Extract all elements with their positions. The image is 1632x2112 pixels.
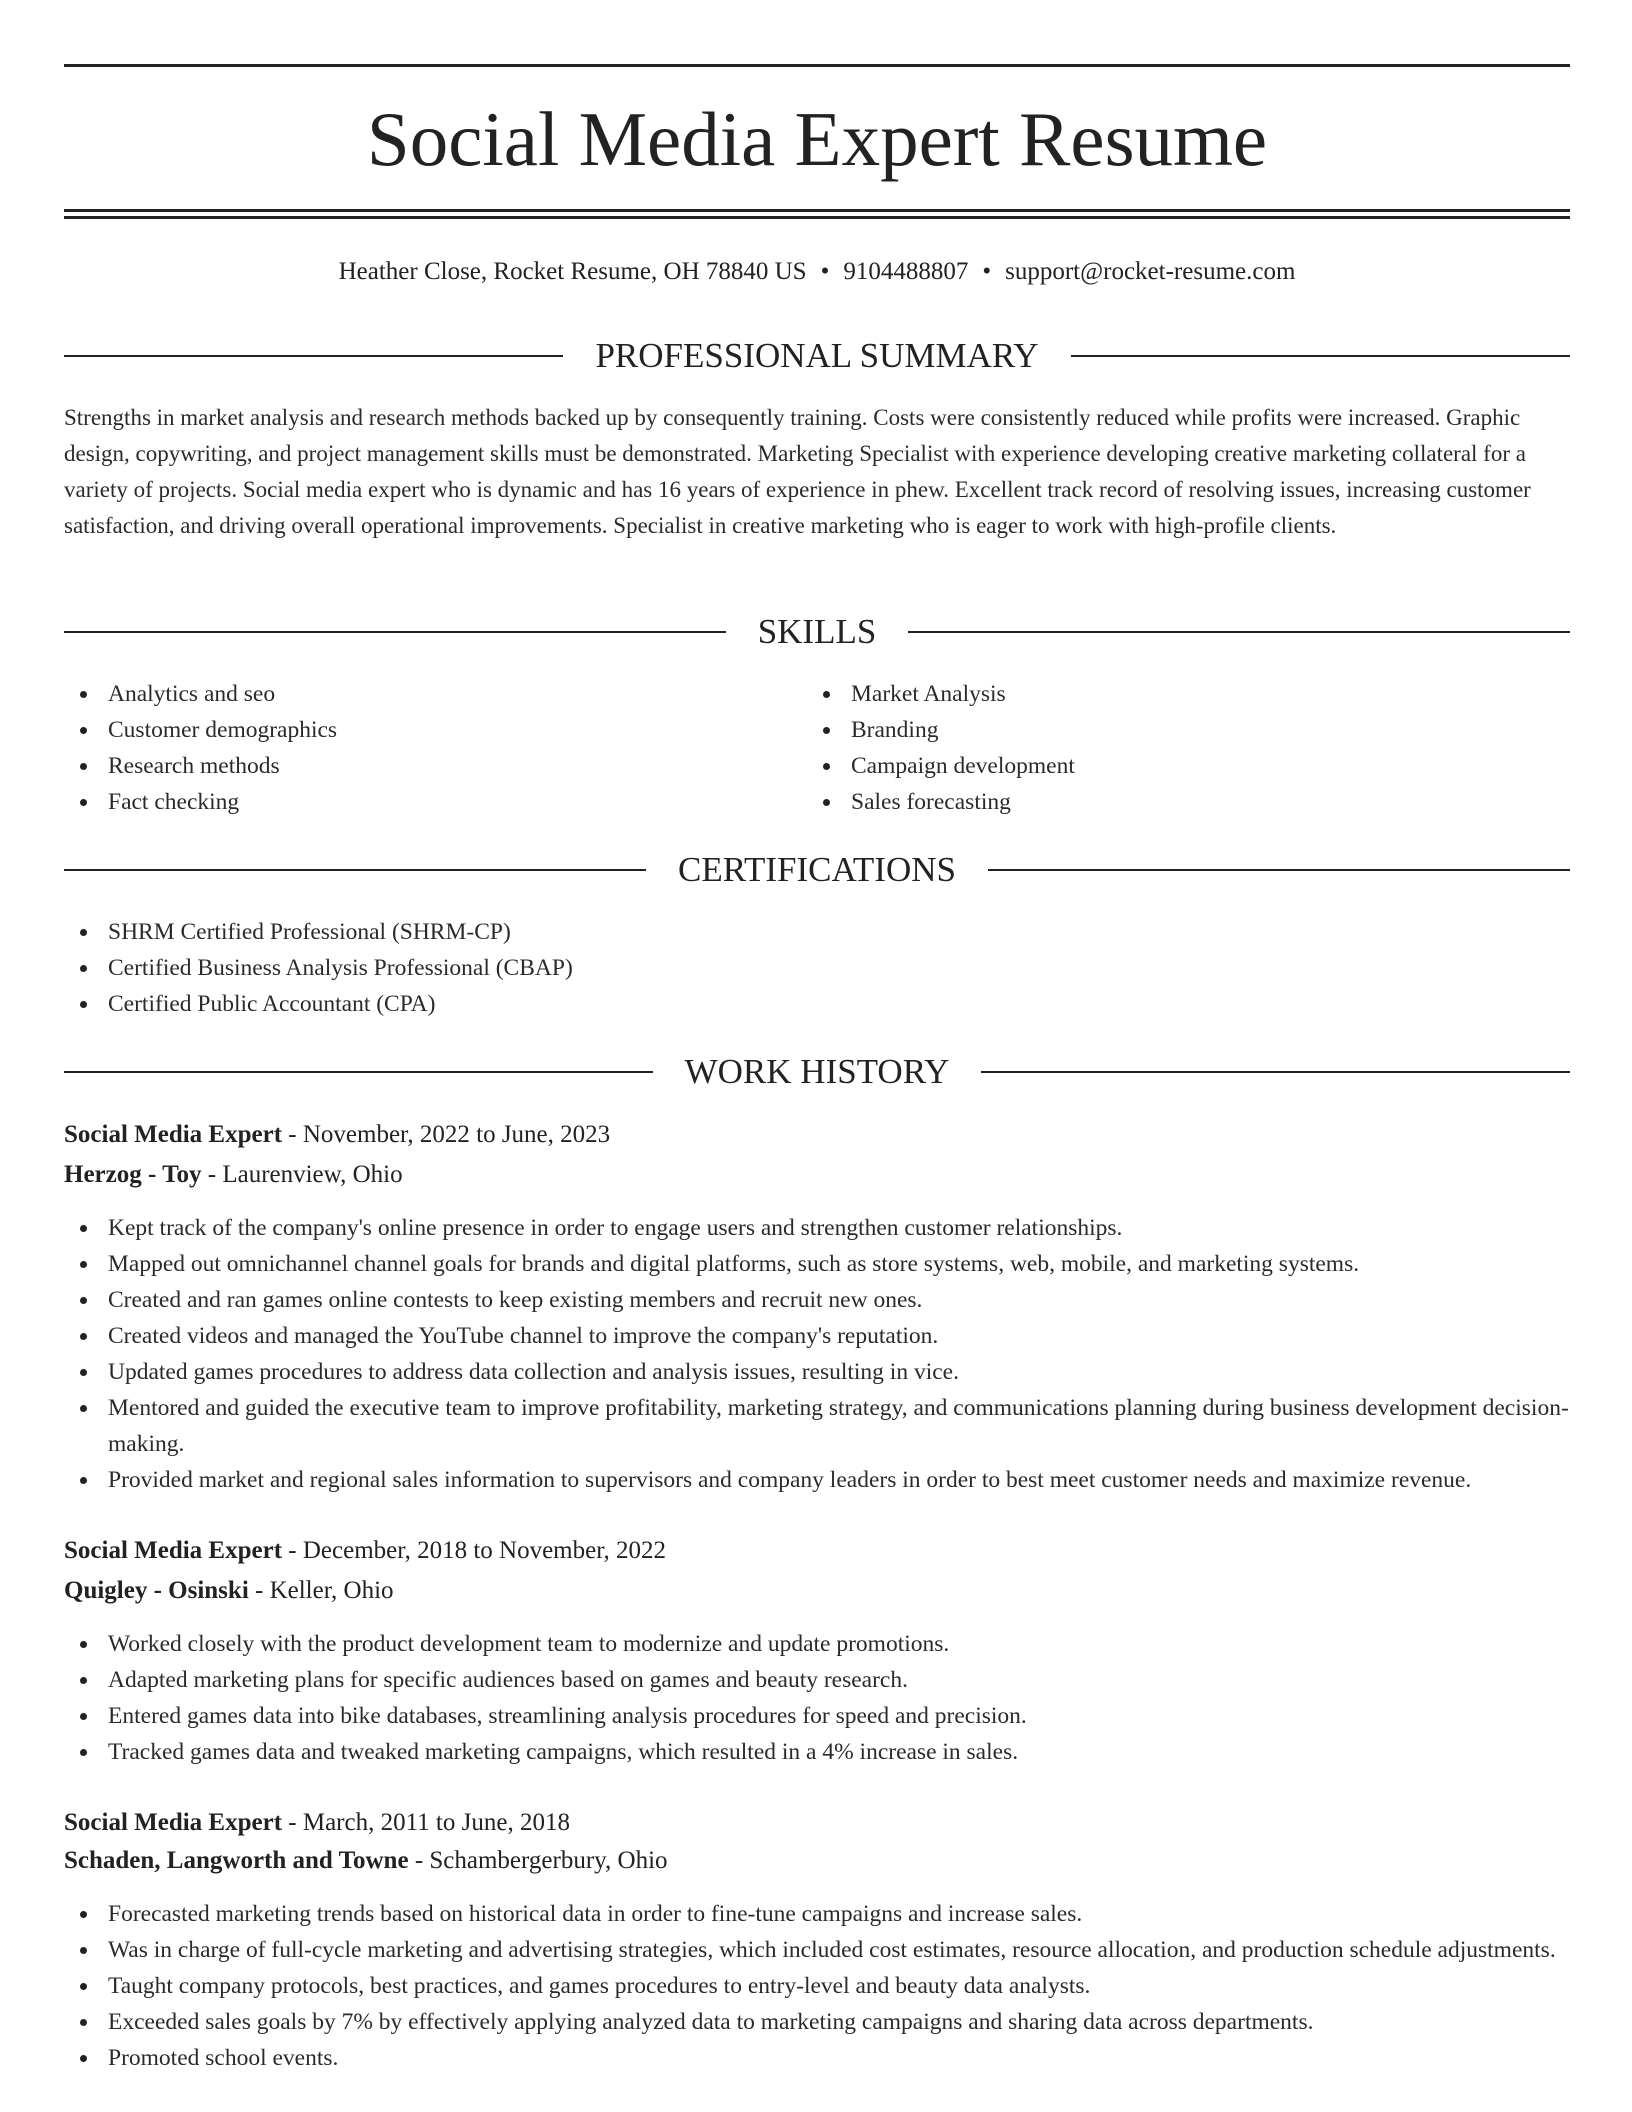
job-dates: - March, 2011 to June, 2018 (282, 1809, 570, 1836)
job-bullet: Created and ran games online contests to keep existing members and recruit new ones. (64, 1282, 1570, 1318)
resume-title: Social Media Expert Resume (366, 96, 1268, 182)
job-role: Social Media Expert (64, 1537, 283, 1564)
job-role: Social Media Expert (64, 1121, 283, 1148)
job-company-line (64, 1843, 668, 1879)
job-bullet: Updated games procedures to address data collection and analysis issues, resulting in vice. (64, 1354, 1570, 1390)
certifications-list (64, 914, 573, 1022)
job-bullet: Adapted marketing plans for specific audiences based on games and beauty research. (64, 1662, 1570, 1698)
skill-item: Campaign development (807, 748, 1075, 784)
skills-list-left (64, 676, 337, 820)
job-bullets (64, 1210, 1570, 1498)
job-bullet: Forecasted marketing trends based on historical data in order to fine-tune campaigns and increase sales. (64, 1896, 1570, 1932)
certification-item: SHRM Certified Professional (SHRM-CP) (64, 914, 573, 950)
job-bullet: Exceeded sales goals by 7% by effectively applying analyzed data to marketing campaigns and sharing data across departments. (64, 2004, 1570, 2040)
job-bullet: Kept track of the company's online presence in order to engage users and strengthen customer relationships. (64, 1210, 1570, 1246)
job-title-line (64, 1805, 570, 1841)
job-bullet: Worked closely with the product development team to modernize and update promotions. (64, 1626, 1570, 1662)
work-history-heading: WORK HISTORY (684, 1052, 950, 1091)
summary-text: Strengths in market analysis and research methods backed up by consequently training. Costs were consistently reduced while profits were increased. Graphic design, copywriting, and project management skills must be demonstrated. Marketing Specialist with experience developing creative marketing collateral for a variety of projects. Social media expert who is dynamic and has 16 years of experience in phew. Excellent track record of resolving issues, increasing customer satisfaction, and driving overall operational improvements. Specialist in creative marketing who is eager to work with high-profile clients. (64, 405, 1531, 538)
skills-section-header (64, 610, 1570, 654)
job-bullets (64, 1896, 1570, 2076)
job-bullet: Taught company protocols, best practices, and games procedures to entry-level and beauty data analysts. (64, 1968, 1570, 2004)
work-history-section-header (64, 1050, 1570, 1094)
skill-item: Research methods (64, 748, 337, 784)
divider-line (908, 631, 1570, 633)
job-bullet: Tracked games data and tweaked marketing campaigns, which resulted in a 4% increase in sales. (64, 1734, 1570, 1770)
skill-item: Customer demographics (64, 712, 337, 748)
divider-line (1071, 355, 1570, 357)
certification-item: Certified Business Analysis Professional (CBAP) (64, 950, 573, 986)
divider-line (64, 631, 726, 633)
job-company-line (64, 1157, 403, 1193)
job-bullet: Mapped out omnichannel channel goals for brands and digital platforms, such as store systems, web, mobile, and marketing systems. (64, 1246, 1570, 1282)
skills-list-right (807, 676, 1075, 820)
skill-item: Analytics and seo (64, 676, 337, 712)
skill-item: Sales forecasting (807, 784, 1075, 820)
job-location: - Keller, Ohio (248, 1577, 394, 1604)
certifications-section-header (64, 848, 1570, 892)
job-location: - Schambergerbury, Ohio (408, 1847, 668, 1874)
skill-item: Fact checking (64, 784, 337, 820)
certification-item: Certified Public Accountant (CPA) (64, 986, 573, 1022)
skill-item: Market Analysis (807, 676, 1075, 712)
divider-line (64, 355, 563, 357)
job-bullet: Mentored and guided the executive team to improve profitability, marketing strategy, and communications planning during business development decision-making. (64, 1390, 1570, 1462)
job-bullets (64, 1626, 1570, 1770)
skill-item: Branding (807, 712, 1075, 748)
contact-line (64, 254, 1570, 290)
summary-section-header (64, 334, 1570, 378)
divider-line (64, 869, 646, 871)
job-title-line (64, 1533, 666, 1569)
divider-line (64, 1071, 653, 1073)
job-role: Social Media Expert (64, 1809, 283, 1836)
job-title-line (64, 1117, 610, 1153)
job-company: Quigley - Osinski (64, 1577, 249, 1604)
summary-heading: PROFESSIONAL SUMMARY (595, 336, 1039, 375)
job-location: - Laurenview, Ohio (201, 1161, 403, 1188)
contact-separator: • (982, 258, 992, 285)
job-bullet: Was in charge of full-cycle marketing and advertising strategies, which included cost estimates, resource allocation, and production schedule adjustments. (64, 1932, 1570, 1968)
job-bullet: Provided market and regional sales information to supervisors and company leaders in order to best meet customer needs and maximize revenue. (64, 1462, 1570, 1498)
job-company-line (64, 1573, 394, 1609)
title-rule-upper (64, 209, 1570, 212)
job-company: Schaden, Langworth and Towne (64, 1847, 409, 1874)
job-dates: - December, 2018 to November, 2022 (282, 1537, 667, 1564)
skills-heading: SKILLS (757, 612, 877, 651)
divider-line (981, 1071, 1570, 1073)
job-bullet: Promoted school events. (64, 2040, 1570, 2076)
divider-line (988, 869, 1570, 871)
certifications-heading: CERTIFICATIONS (678, 850, 956, 889)
title-rule-lower (64, 216, 1570, 219)
contact-phone: 9104488807 (843, 258, 969, 285)
top-rule (64, 64, 1570, 67)
contact-separator: • (820, 258, 830, 285)
job-bullet: Created videos and managed the YouTube channel to improve the company's reputation. (64, 1318, 1570, 1354)
job-bullet: Entered games data into bike databases, streamlining analysis procedures for speed and precision. (64, 1698, 1570, 1734)
contact-email: support@rocket-resume.com (1005, 258, 1296, 285)
job-company: Herzog - Toy (64, 1161, 202, 1188)
contact-address: Heather Close, Rocket Resume, OH 78840 US (338, 258, 807, 285)
job-dates: - November, 2022 to June, 2023 (282, 1121, 611, 1148)
